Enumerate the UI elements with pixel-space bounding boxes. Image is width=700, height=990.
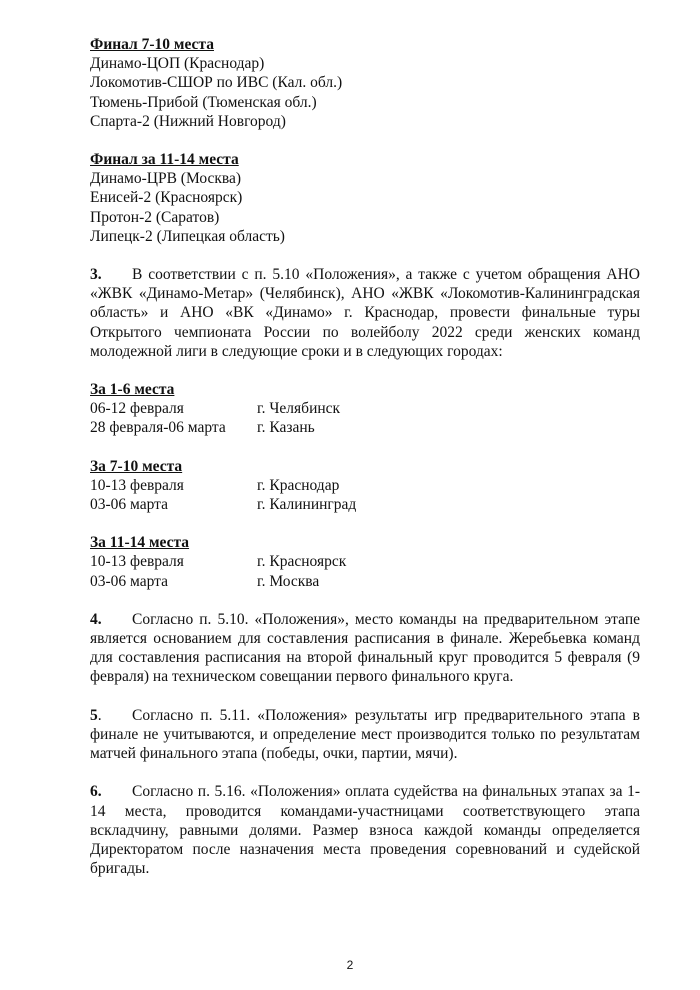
paragraph-number: 6. xyxy=(90,783,102,801)
paragraph-text: Согласно п. 5.11. «Положения» результаты игр предварительного этапа в финале не учитываются, и определение мест производится только по результатам матчей финального этапа (победы, очки, партии, мячи). xyxy=(90,706,640,763)
paragraph-text: Согласно п. 5.16. «Положения» оплата судейства на финальных этапах за 1-14 места, проводится командами-участницами соответствующего этапа вскладчину, равными долями. Размер взноса каждой команды определяется Директоратом после назначения места проведения соревнований и судейской бригады. xyxy=(90,783,640,878)
schedule-heading: За 11-14 места xyxy=(90,534,190,552)
schedule-7-10 xyxy=(90,457,640,515)
paragraph-text: Согласно п. 5.10. «Положения», место команды на предварительном этапе является основанием для составления расписания в финале. Жеребьевка команд для составления расписания на второй финальный круг проводится 5 февраля (9 февраля) на техническом совещании первого финального круга. xyxy=(90,610,640,686)
paragraph-text: В соответствии с п. 5.10 «Положения», а также с учетом обращения АНО «ЖВК «Динамо-Метар» (Челябинск), АНО «ЖВК «Локомотив-Калининградская область» и АНО «ВК «Динамо» г. Краснодар, провести финальные туры Открытого чемпионата России по волейболу 2022 среди женских команд молодежной лиги в следующие сроки и в следующих городах: xyxy=(90,266,640,360)
group-heading: Финал 7-10 места xyxy=(90,36,214,53)
team-entry: Локомотив-СШОР по ИВС (Кал. обл.) xyxy=(90,74,343,92)
schedule-heading: За 1-6 места xyxy=(90,381,175,399)
schedule-city: г. Казань xyxy=(257,419,315,437)
schedule-city: г. Краснодар xyxy=(257,476,340,494)
paragraph-number-digit: 5 xyxy=(90,706,98,724)
team-entry: Енисей-2 (Красноярск) xyxy=(90,189,243,207)
schedule-date: 03-06 марта xyxy=(90,496,169,514)
page-number: 2 xyxy=(346,958,354,972)
paragraph-3 xyxy=(90,265,640,361)
paragraph-number: 4. xyxy=(90,610,102,628)
schedule-date: 10-13 февраля xyxy=(90,476,184,494)
team-entry: Динамо-ЦОП (Краснодар) xyxy=(90,55,265,73)
team-entry: Тюмень-Прибой (Тюменская обл.) xyxy=(90,93,317,111)
schedule-heading: За 7-10 места xyxy=(90,457,183,475)
team-entry: Липецк-2 (Липецкая область) xyxy=(90,227,285,245)
paragraph-number: 3. xyxy=(90,266,102,284)
schedule-date: 10-13 февраля xyxy=(90,553,184,571)
final-group-11-14 xyxy=(90,150,640,246)
schedule-row xyxy=(90,418,640,437)
schedule-row xyxy=(90,572,640,591)
schedule-city: г. Челябинск xyxy=(257,400,341,418)
team-entry: Протон-2 (Саратов) xyxy=(90,208,220,226)
team-entry: Динамо-ЦРВ (Москва) xyxy=(90,170,242,188)
team-entry: Спарта-2 (Нижний Новгород) xyxy=(90,112,286,130)
schedule-1-6 xyxy=(90,380,640,438)
paragraph-6 xyxy=(90,782,640,878)
schedule-row xyxy=(90,476,640,495)
document-page xyxy=(90,35,640,897)
paragraph-5 xyxy=(90,706,640,764)
final-group-7-10 xyxy=(90,35,640,131)
schedule-11-14 xyxy=(90,533,640,591)
schedule-row xyxy=(90,495,640,514)
schedule-city: г. Москва xyxy=(257,572,320,590)
paragraph-number-dot: . xyxy=(97,706,102,724)
group-heading: Финал за 11-14 места xyxy=(90,151,239,169)
schedule-row xyxy=(90,399,640,418)
schedule-date: 06-12 февраля xyxy=(90,400,184,418)
schedule-date: 03-06 марта xyxy=(90,572,169,590)
paragraph-4 xyxy=(90,610,640,687)
schedule-row xyxy=(90,552,640,571)
paragraph-number xyxy=(90,706,132,725)
schedule-city: г. Красноярск xyxy=(257,553,347,571)
schedule-date: 28 февраля-06 марта xyxy=(90,419,226,437)
schedule-city: г. Калининград xyxy=(257,496,357,514)
